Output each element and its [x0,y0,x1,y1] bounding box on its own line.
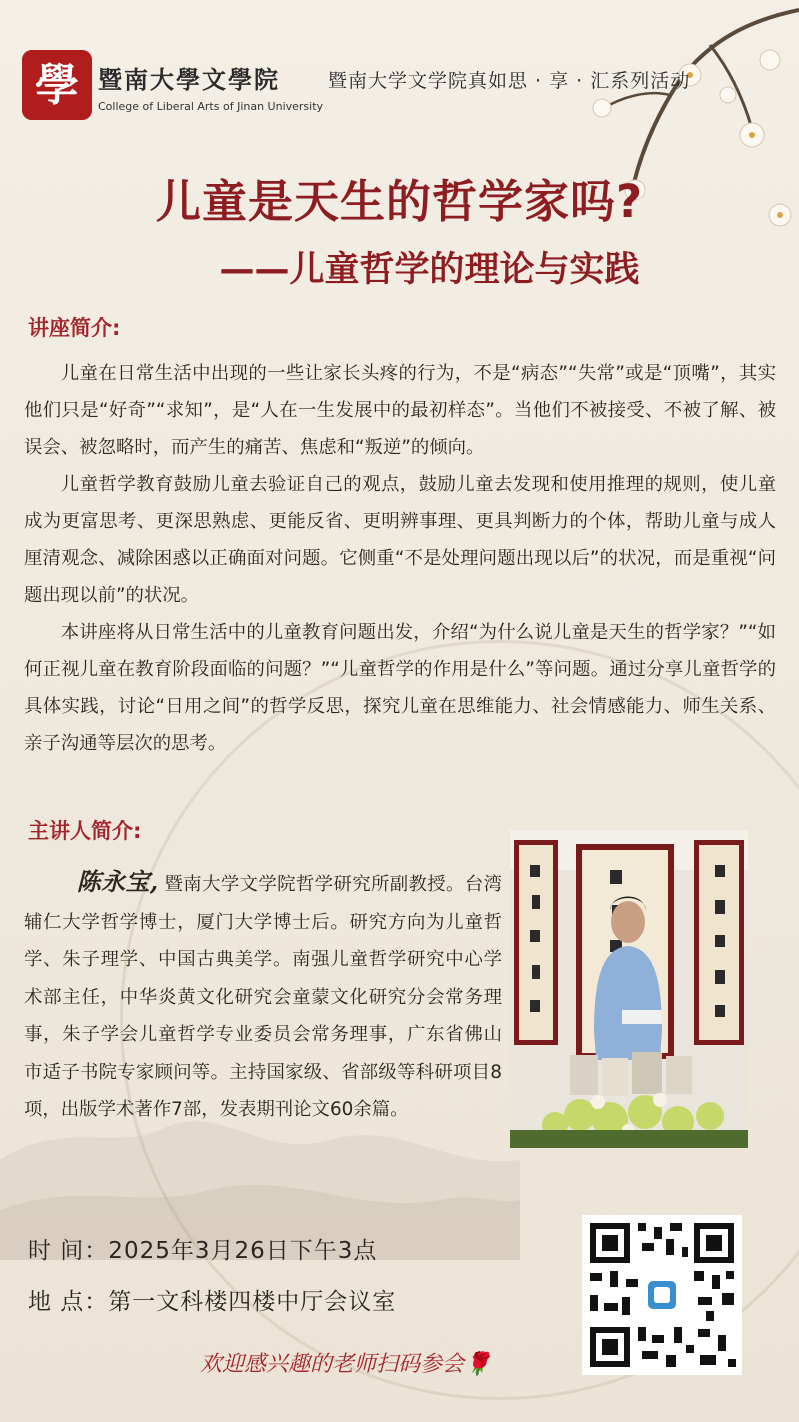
speaker-name: 陈永宝, [76,867,159,896]
intro-paragraph-3: 本讲座将从日常生活中的儿童教育问题出发，介绍“为什么说儿童是天生的哲学家？”“如何正视儿童在教育阶段面临的问题？”“儿童哲学的作用是什么”等问题。通过分享儿童哲学的具体实践，讨论“日用之间”的哲学反思，探究儿童在思维能力、社会情感能力、师生关系、亲子沟通等层次的思考。 [24,622,776,754]
event-time: 时 间：2025年3月26日下午3点 [28,1238,378,1264]
intro-heading: 讲座简介: [28,316,121,340]
logo-seal-icon [22,50,92,120]
speaker-photo [510,830,748,1148]
speaker-bio: 暨南大学文学院哲学研究所副教授。台湾辅仁大学哲学博士，厦门大学博士后。研究方向为儿童哲学、朱子理学、中国古典美学。南强儿童哲学研究中心学术部主任，中华炎黄文化研究会童蒙文化研究分会常务理事，朱子学会儿童哲学专业委员会常务理事，广东省佛山市适子书院专家顾问等。主持国家级、省部级等科研项目8项，出版学术著作7部，发表期刊论文60余篇。 [24,874,502,1120]
main-title: 儿童是天生的哲学家吗? [155,175,644,228]
logo-english-name: College of Liberal Arts of Jinan University [98,100,324,113]
qr-code[interactable] [582,1215,742,1375]
intro-body [24,355,776,762]
intro-paragraph-2: 儿童哲学教育鼓励儿童去验证自己的观点，鼓励儿童去发现和使用推理的规则，使儿童成为更富思考、更深思熟虑、更能反省、更明辨事理、更具判断力的个体，帮助儿童与成人厘清观念、减除困惑以正确面对问题。它侧重“不是处理问题出现以后”的状况，而是重视“问题出现以前”的状况。 [24,474,776,606]
logo-seal-glyph: 學 [35,60,79,111]
sub-title: ——儿童哲学的理论与实践 [219,250,640,290]
speaker-heading: 主讲人简介: [28,819,142,843]
event-place: 地 点：第一文科楼四楼中厅会议室 [28,1289,397,1315]
speaker-bio-block [24,863,502,1129]
series-title: 暨南大学文学院真如思 · 享 · 汇系列活动 [328,70,691,92]
welcome-message: 欢迎感兴趣的老师扫码参会🌹 [200,1352,492,1377]
logo-chinese-name: 暨南大學文學院 [98,65,280,94]
intro-paragraph-1: 儿童在日常生活中出现的一些让家长头疼的行为，不是“病态”“失常”或是“顶嘴”，其实他们只是“好奇”“求知”，是“人在一生发展中的最初样态”。当他们不被接受、不被了解、被误会、被忽略时，而产生的痛苦、焦虑和“叛逆”的倾向。 [24,363,776,458]
